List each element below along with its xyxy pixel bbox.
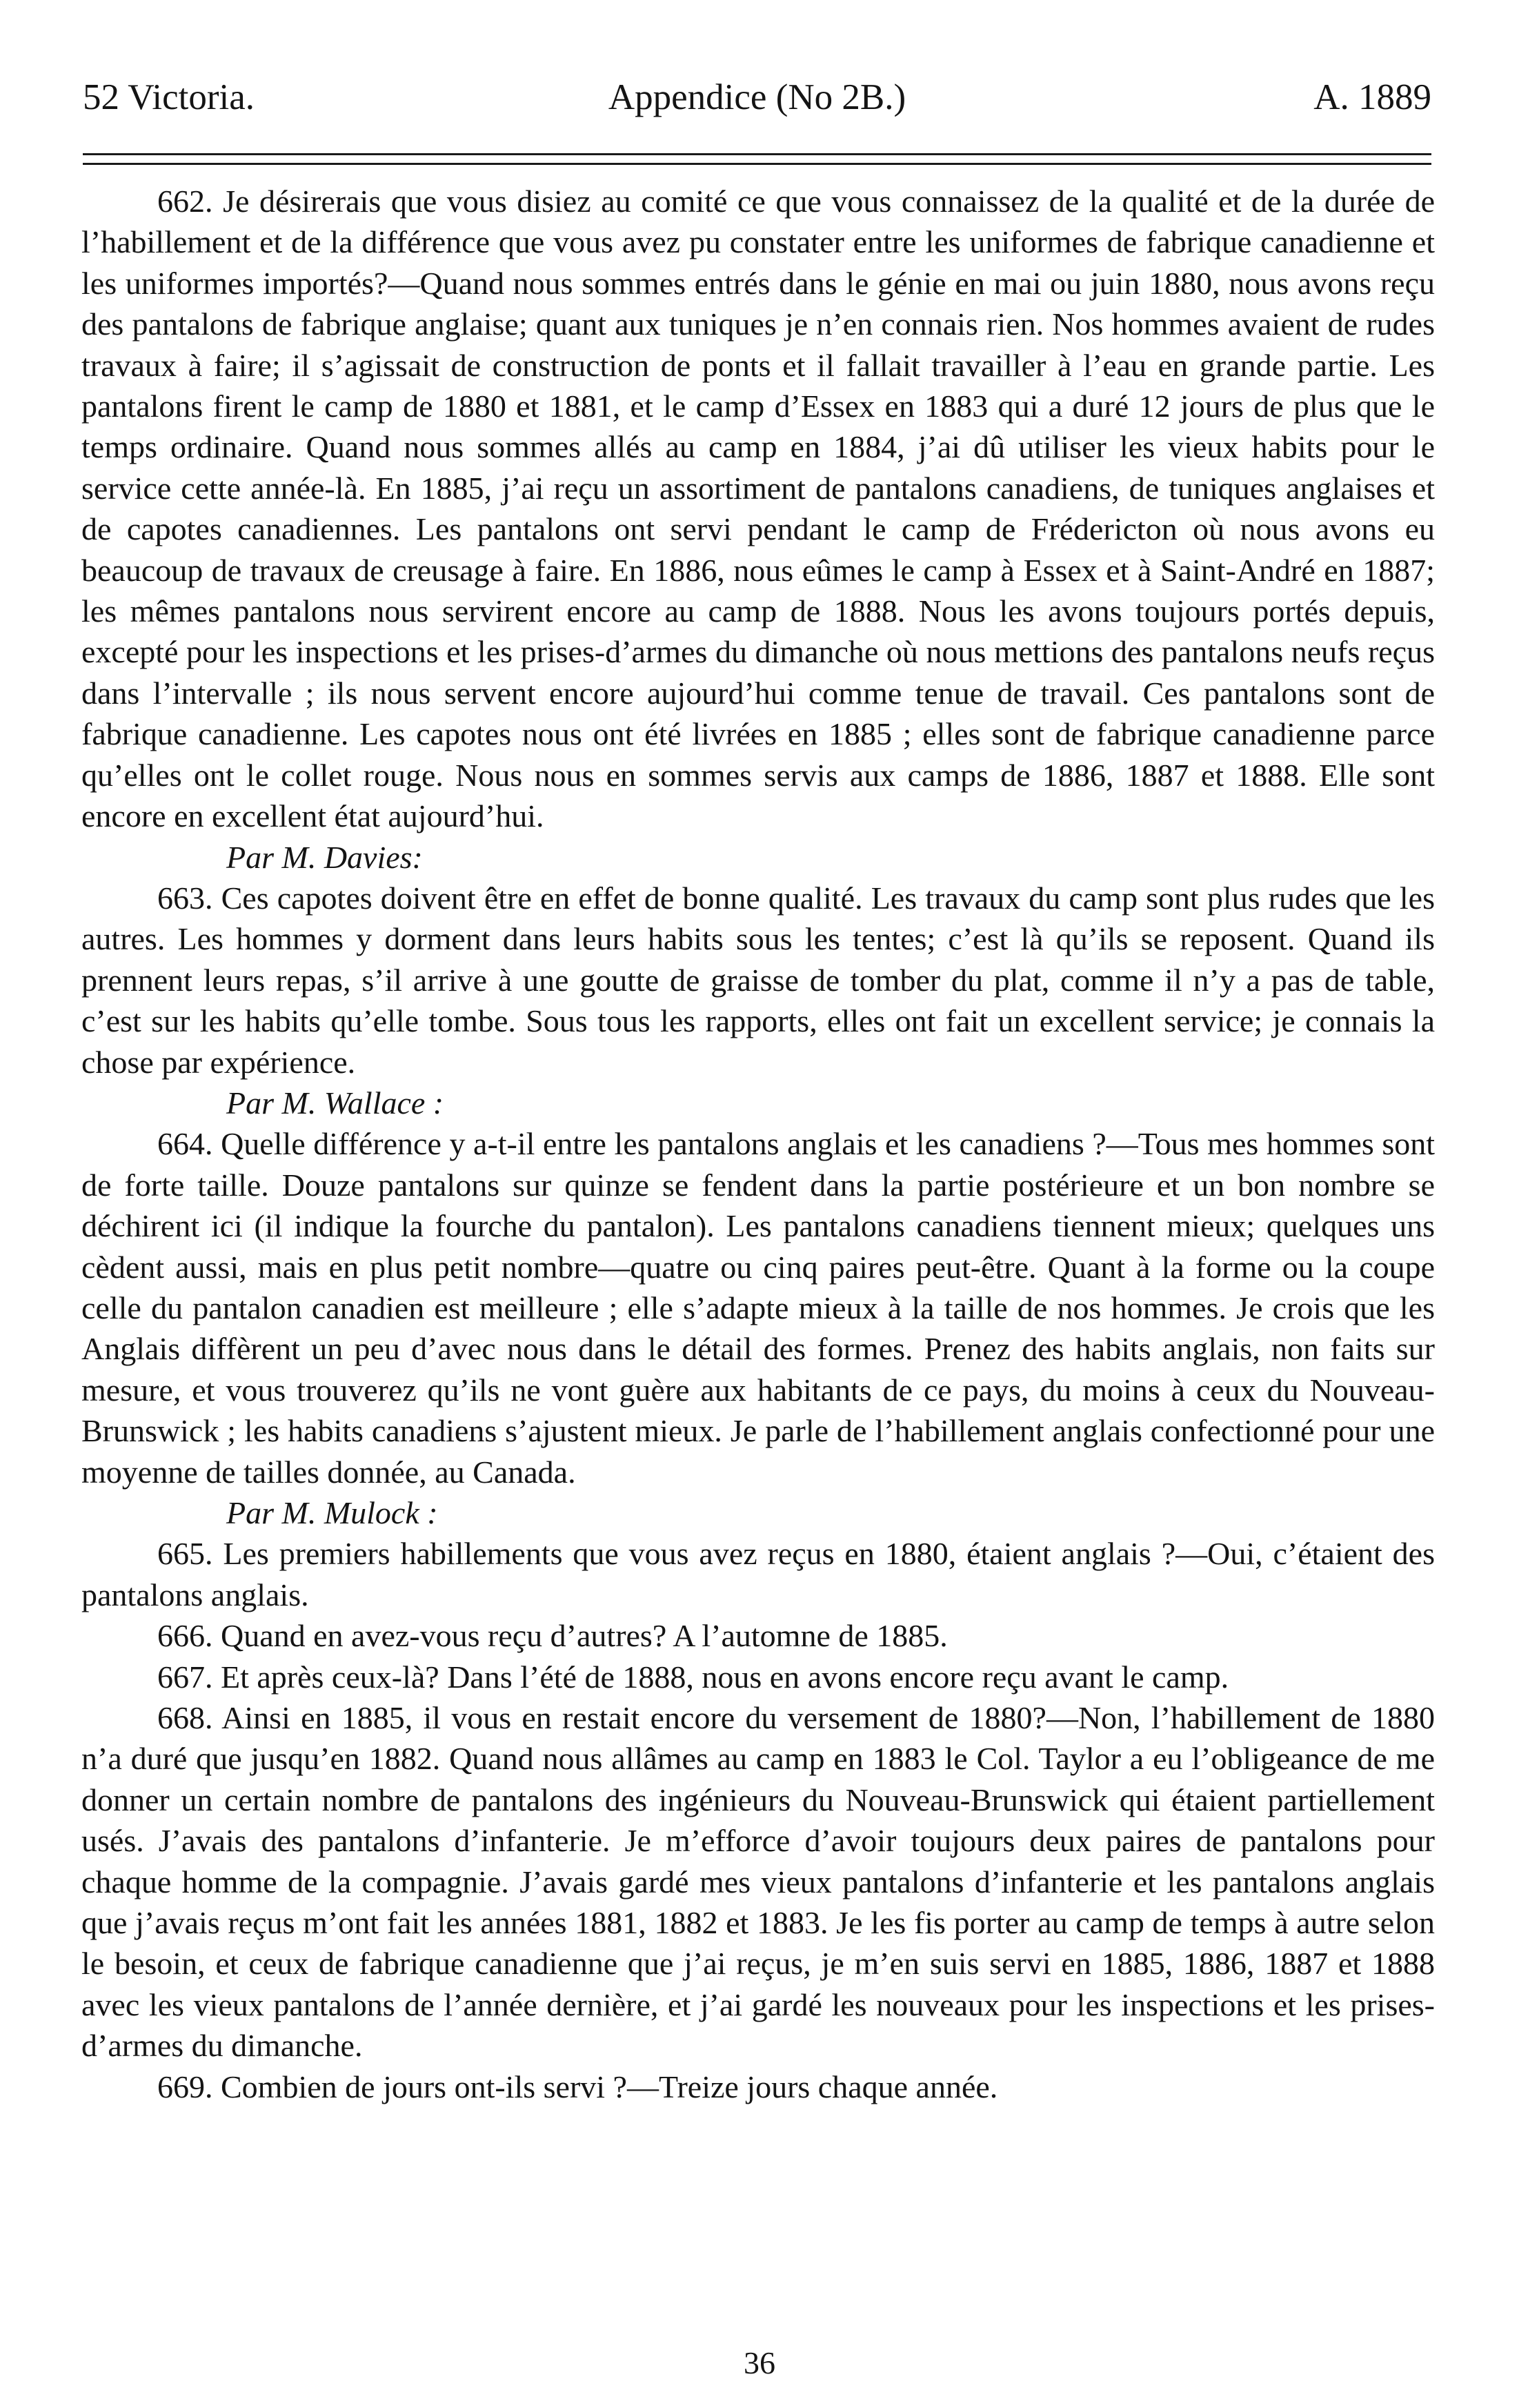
speaker-mulock: Par M. Mulock : — [226, 1495, 438, 1530]
header-rule-bottom — [83, 163, 1431, 165]
header-session: 52 Victoria. — [83, 77, 255, 117]
question-662: 662. Je désirerais que vous disiez au comité ce que vous connaissez de la qualité et de la durée de l’habillement et de la différence que vous avez pu constater entre les uniformes de fabrique canadienne et les uniformes importés?—Quand nous sommes entrés dans le génie en mai ou juin 1880, nous avons reçu des pantalons de fabrique anglaise; quant aux tuniques je n’en connais rien. Nos hommes avaient de rudes travaux à faire; il s’agissait de construction de ponts et il fallait travailler à l’eau en grande partie. Les pantalons firent le camp de 1880 et 1881, et le camp d’Essex en 1883 qui a duré 12 jours de plus que le temps ordinaire. Quand nous sommes allés au camp en 1884, j’ai dû utiliser les vieux habits pour le service cette année-là. En 1885, j’ai reçu un assortiment de pantalons canadiens, de tuniques anglaises et de capotes canadiennes. Les pantalons ont servi pendant le camp de Frédericton où nous avons eu beaucoup de travaux de creusage à faire. En 1886, nous eûmes le camp à Essex et à Saint-André en 1887; les mêmes pantalons nous servirent encore au camp de 1888. Nous les avons toujours portés depuis, excepté pour les inspections et les prises-d’armes du dimanche où nous mettions des pantalons neufs reçus dans l’intervalle ; ils nous servent encore aujourd’hui comme tenue de travail. Ces pantalons sont de fabrique canadienne. Les capotes nous ont été livrées en 1885 ; elles sont de fabrique canadienne parce qu’elles ont le collet rouge. Nous nous en sommes servis aux camps de 1886, 1887 et 1888. Elle sont encore en excellent état aujourd’hui. — [81, 184, 1435, 834]
question-664: 664. Quelle différence y a-t-il entre les pantalons anglais et les canadiens ?—Tous mes hommes sont de forte taille. Douze pantalons sur quinze se fendent dans la partie postérieure et un bon nombre se déchirent ici (il indique la fourche du pantalon). Les pantalons canadiens tiennent mieux; quelques uns cèdent aussi, mais en plus petit nombre—quatre ou cinq paires peut-être. Quant à la forme ou la coupe celle du pantalon canadien est meilleure ; elle s’adapte mieux à la taille de nos hommes. Je crois que les Anglais diffèrent un peu d’avec nous dans le détail des formes. Prenez des habits anglais, non faits sur mesure, et vous trouverez qu’ils ne vont guère aux habitants de ce pays, du moins à ceux du Nouveau-Brunswick ; les habits canadiens s’ajustent mieux. Je parle de l’habillement anglais confectionné pour une moyenne de tailles donnée, au Canada. — [81, 1126, 1435, 1490]
question-666: 666. Quand en avez-vous reçu d’autres? A l’automne de 1885. — [157, 1618, 948, 1654]
speaker-wallace: Par M. Wallace : — [226, 1085, 444, 1121]
question-663: 663. Ces capotes doivent être en effet de bonne qualité. Les travaux du camp sont plus rudes que les autres. Les hommes y dorment dans leurs habits sous les tentes; c’est là qu’ils se reposent. Quand ils prennent leurs repas, s’il arrive à une goutte de graisse de tomber du plat, comme il n’y a pas de table, c’est sur les habits qu’elle tombe. Sous tous les rapports, elles ont fait un excellent service; je connais la chose par expérience. — [81, 880, 1435, 1080]
question-665: 665. Les premiers habillements que vous avez reçus en 1880, étaient anglais ?—Oui, c’étaient des pantalons anglais. — [81, 1536, 1435, 1612]
header-appendix-title: Appendice (No 2B.) — [608, 77, 906, 117]
page-body — [81, 181, 1435, 2107]
question-669: 669. Combien de jours ont-ils servi ?—Treize jours chaque année. — [157, 2069, 998, 2104]
question-668: 668. Ainsi en 1885, il vous en restait encore du versement de 1880?—Non, l’habillement de 1880 n’a duré que jusqu’en 1882. Quand nous allâmes au camp en 1883 le Col. Taylor a eu l’obligeance de me donner un certain nombre de pantalons des ingénieurs du Nouveau-Brunswick qui étaient partiellement usés. J’avais des pantalons d’infanterie. Je m’efforce d’avoir toujours deux paires de pantalons pour chaque homme de la compagnie. J’avais gardé mes vieux pantalons d’infanterie et les pantalons anglais que j’avais reçus m’ont fait les années 1881, 1882 et 1883. Je les fis porter au camp de temps à autre selon le besoin, et ceux de fabrique canadienne que j’ai reçus, je m’en suis servi en 1885, 1886, 1887 et 1888 avec les vieux pantalons de l’année dernière, et j’ai gardé les nouveaux pour les inspections et les prises-d’armes du dimanche. — [81, 1700, 1435, 2064]
question-667: 667. Et après ceux-là? Dans l’été de 1888, nous en avons encore reçu avant le camp. — [157, 1659, 1229, 1695]
running-header — [83, 66, 1431, 128]
speaker-davies: Par M. Davies: — [226, 839, 423, 875]
header-rule-top — [83, 153, 1431, 155]
header-year: A. 1889 — [1313, 77, 1431, 117]
page-number: 36 — [744, 2345, 775, 2380]
